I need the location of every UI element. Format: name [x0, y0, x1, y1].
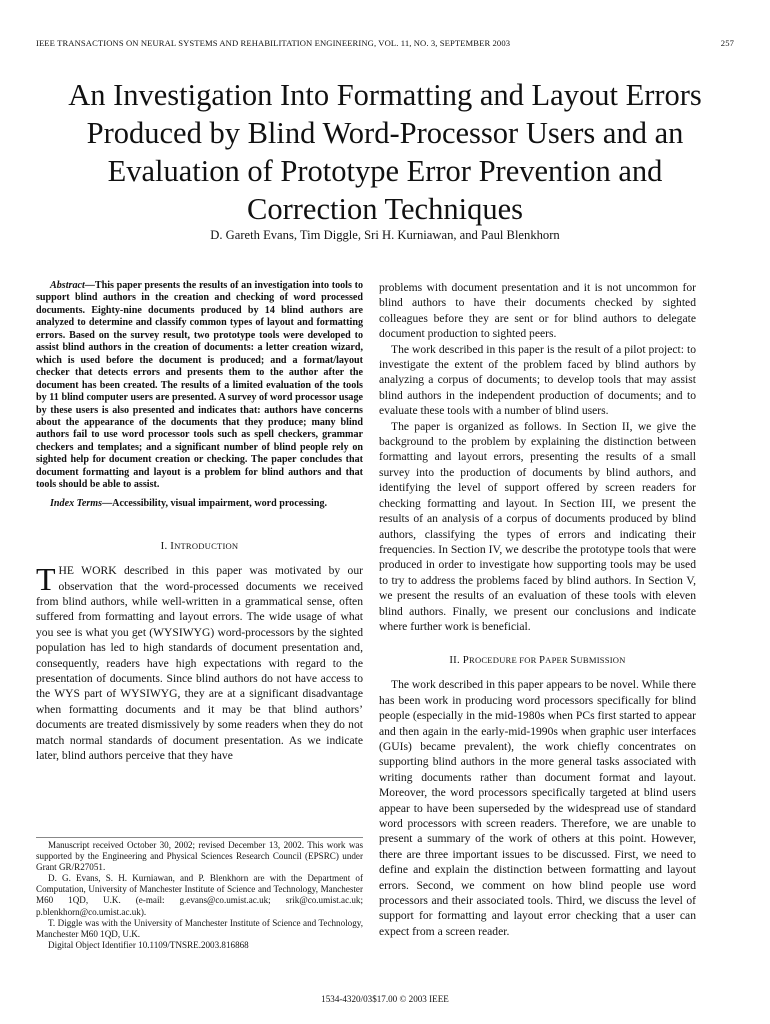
abstract: [36, 280, 363, 492]
section-heading-introduction: I. INTRODUCTION: [160, 540, 239, 553]
intro-text: HE WORK described in this paper was motivated by our observation that the word-processed documents we received from blind authors, while well-written in a grammatical sense, often suffered from formatting and layout errors. The wide usage of what you see is what you get (WYSIWYG) word-processors by the sighted population has led to high standards of document presentation and, consequently, readers have high expectations with regard to the presentation of documents. Since blind authors do not have access to the WYS part of WYSIWYG, they are at a significant disadvantage when formatting documents and it may be that blind authors’ documents are treated dismissively by some readers when they do not match normal standards of document presentation. As we indicate later, blind authors perceive that they have: [36, 564, 363, 763]
page-number: 257: [720, 38, 734, 48]
section-heading-procedure: II. PROCEDURE FOR PAPER SUBMISSION: [449, 654, 626, 667]
index-terms: [36, 498, 363, 510]
footnote: Digital Object Identifier 10.1109/TNSRE.2003.816868: [48, 939, 249, 950]
index-terms-text: —Accessibility, visual impairment, word processing.: [102, 497, 328, 509]
drop-cap: T: [36, 561, 56, 598]
abstract-label: Abstract: [50, 280, 85, 291]
footnote: T. Diggle was with the University of Manchester Institute of Science and Technology, Manchester M60 1QD, U.K.: [36, 917, 363, 939]
right-column: [379, 280, 696, 939]
procedure-paragraph-1: The work described in this paper appears to be novel. While there has been work in producing word processors specifically for blind people (especially in the mid-1980s when PCs first started to appear and then again in the early-mid-1990s when graphic user interfaces (GUIs) became prevalent), the work chiefly concentrates on supporting blind authors in the more general tasks associated with writing documents rather than document format and layout. Moreover, the word processors specifically targeted at blind users appear to have been superseded by the widespread use of standard word processors with screen readers. Therefore, we are unable to present a summary of the work of others at this point. However, there are three important issues to be discussed. First, we need to define and explain the distinction between formatting and layout errors. Second, we comment on how blind people use word processors and their associated tools. Third, we discuss the level of support for formatting and layout error checking that a user can expect from a screen reader.: [379, 678, 696, 938]
footnotes: [36, 837, 363, 951]
title-line: Correction Techniques: [247, 192, 523, 226]
running-header: [36, 38, 734, 52]
title-line: Evaluation of Prototype Error Prevention and: [107, 154, 663, 188]
intro-paragraph-2: The work described in this paper is the result of a pilot project: to investigate the extent of the problem faced by blind authors by analyzing a corpus of documents; to develop tools that may assist blind authors in the independent production of documents; and to evaluate these tools with a number of blind users.: [379, 342, 696, 418]
paper-title: [30, 76, 740, 228]
journal-name: IEEE TRANSACTIONS ON NEURAL SYSTEMS AND REHABILITATION ENGINEERING, VOL. 11, NO. 3, SEPTEMBER 2003: [36, 38, 511, 48]
footnote: Manuscript received October 30, 2002; revised December 13, 2002. This work was supported by the Engineering and Physical Sciences Research Council (EPSRC) under Grant GR/R27051.: [36, 840, 363, 873]
title-line: An Investigation Into Formatting and Layout Errors: [68, 78, 702, 112]
copyright-footer: 1534-4320/03$17.00 © 2003 IEEE: [321, 994, 449, 1004]
index-terms-label: Index Terms: [50, 497, 103, 509]
intro-paragraph-1-continued: problems with document presentation and it is not uncommon for blind authors to have their documents checked by sighted colleagues before they are sent or for blind authors to delegate document production to sighted peers.: [379, 281, 696, 341]
abstract-text: —This paper presents the results of an investigation into tools to support blind authors in the creation and checking of word processed documents. Eighty-nine documents produced by 14 blind authors are analyzed to determine and classify common types of layout and formatting errors. Based on the survey result, two prototype tools were developed to assist blind authors in the creation of documents: a letter creation wizard, which is used before the document is produced; and a format/layout checker that detects errors and presents them to the author after the document has been created. The results of a limited evaluation of the tools by 11 blind computer users are presented. A survey of word processor usage by these users is also presented and indicates that: authors have concerns about the appearance of the documents that they produce; many blind authors fail to use word processor tools such as spell checkers, grammar checkers and templates; and a significant number of blind people rely on sighted help for document creation or checking. The paper concludes that document formatting and layout is a problem for blind authors and that tools should be able to assist.: [36, 280, 363, 491]
author-list: D. Gareth Evans, Tim Diggle, Sri H. Kurniawan, and Paul Blenkhorn: [210, 228, 560, 242]
left-column: [36, 280, 363, 763]
intro-paragraph-1: [36, 563, 363, 763]
intro-paragraph-3: The paper is organized as follows. In Section II, we give the background to the problem by explaining the distinction between formatting and layout errors, presenting the results of a small survey into the production of documents by blind authors, and identifying the level of support offered by screen readers for checking formatting and layout. In Section III, we present the results of an analysis of a corpus of documents produced by blind authors, classifying the types of errors and indicating their frequencies. In Section IV, we describe the prototype tools that were produced in order to investigate how supporting tools may be used to try to address the problems faced by blind authors. In Section V, we present the results of an evaluation of these tools with eleven blind authors. Finally, we present our conclusions and indicate where further work is beneficial.: [379, 419, 696, 633]
title-line: Produced by Blind Word-Processor Users and an: [86, 116, 684, 150]
footnote: D. G. Evans, S. H. Kurniawan, and P. Blenkhorn are with the Department of Computation, University of Manchester Institute of Science and Technology, Manchester M60 1QD, U.K. (e-mail: g.evans@co.umist.ac.uk; srik@co.umist.ac.uk; p.blenkhorn@co.umist.ac.uk).: [36, 873, 363, 917]
